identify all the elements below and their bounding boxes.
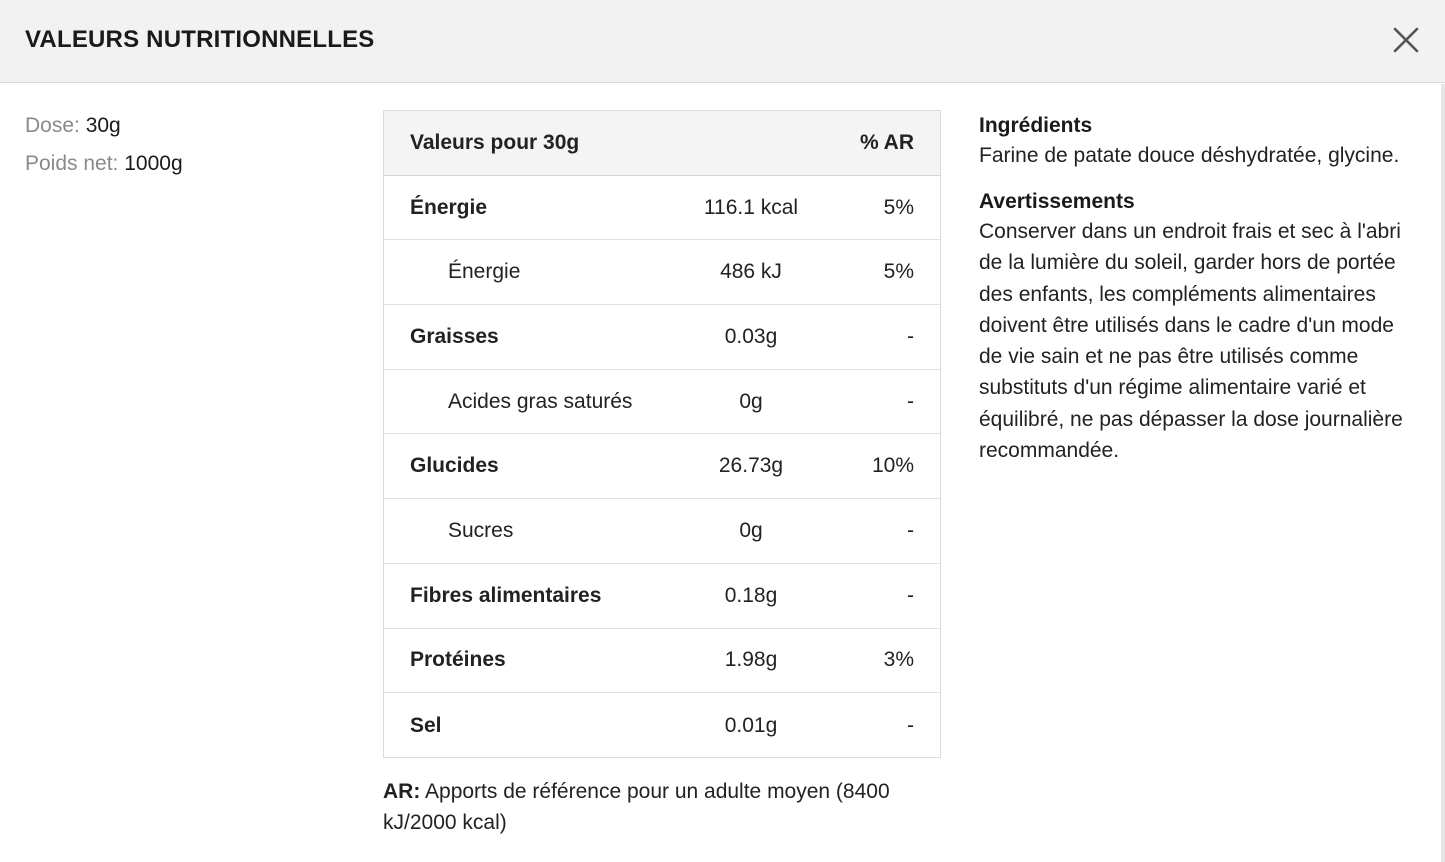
- header-name: Valeurs pour 30g: [410, 130, 580, 154]
- row-name: Énergie: [448, 260, 521, 284]
- row-value: 0g: [739, 389, 763, 413]
- row-value: 1.98g: [724, 648, 778, 672]
- row-name: Énergie: [410, 195, 488, 219]
- warnings-heading: Avertissements: [979, 190, 1135, 213]
- row-value: 0g: [739, 518, 763, 542]
- net-weight-value: 1000g: [124, 152, 183, 175]
- row-pct: 10%: [871, 454, 914, 478]
- ingredients-section: [979, 112, 1419, 171]
- row-name: Glucides: [410, 454, 499, 478]
- row-name: Graisses: [410, 324, 499, 348]
- row-pct: -: [907, 583, 914, 607]
- modal-title: VALEURS NUTRITIONNELLES: [25, 26, 375, 53]
- ar-footnote-label: AR:: [383, 780, 421, 803]
- row-name: Protéines: [410, 648, 506, 672]
- dose-info: [25, 113, 121, 139]
- table-row: [384, 240, 940, 305]
- row-value: 0.03g: [724, 324, 778, 348]
- row-pct: 5%: [883, 195, 914, 219]
- ar-footnote-text: Apports de référence pour un adulte moyen (8400 kJ/2000 kcal): [383, 780, 890, 834]
- table-row: [384, 564, 940, 629]
- table-row: [384, 629, 940, 694]
- modal-header: [0, 0, 1445, 83]
- row-name: Sel: [410, 713, 442, 737]
- ingredients-text: Farine de patate douce déshydratée, glycine.: [979, 144, 1400, 167]
- table-row: [384, 499, 940, 564]
- row-value: 486 kJ: [720, 260, 782, 284]
- dose-label: Dose:: [25, 114, 80, 137]
- ar-footnote: [383, 776, 903, 838]
- table-header-row: [384, 111, 940, 176]
- table-row: [384, 370, 940, 435]
- row-value: 26.73g: [718, 454, 784, 478]
- row-value: 0.01g: [724, 713, 778, 737]
- table-row: [384, 693, 940, 758]
- row-pct: 3%: [883, 648, 914, 672]
- header-pct: % AR: [859, 130, 914, 154]
- ingredients-heading: Ingrédients: [979, 114, 1093, 137]
- net-weight-label: Poids net:: [25, 152, 119, 175]
- close-button[interactable]: [1386, 20, 1426, 60]
- row-pct: -: [907, 713, 914, 737]
- row-name: Fibres alimentaires: [410, 583, 602, 607]
- dose-value: 30g: [85, 114, 121, 137]
- header-value: [644, 111, 858, 175]
- row-pct: -: [907, 389, 914, 413]
- table-row: [384, 434, 940, 499]
- row-name: Sucres: [448, 518, 514, 542]
- row-value: 0.18g: [724, 583, 778, 607]
- nutrition-table: [383, 110, 941, 758]
- close-icon: [1386, 20, 1426, 60]
- warnings-section: [979, 188, 1419, 466]
- row-name: Acides gras saturés: [448, 389, 633, 413]
- row-pct: 5%: [883, 260, 914, 284]
- net-weight-info: [25, 151, 183, 177]
- scrollbar-track[interactable]: [1441, 84, 1445, 862]
- row-pct: -: [907, 324, 914, 348]
- row-value: 116.1 kcal: [703, 195, 799, 219]
- table-row: [384, 176, 940, 241]
- row-pct: -: [907, 518, 914, 542]
- table-row: [384, 305, 940, 370]
- warnings-text: Conserver dans un endroit frais et sec à l'abri de la lumière du soleil, garder hors de portée des enfants, les compléments alimentaires doivent être utilisés dans le cadre d'un mode de vie sain et ne pas être utilisés comme substituts d'un régime alimentaire varié et équilibré, ne pas dépasser la dose journalière recommandée.: [979, 220, 1403, 463]
